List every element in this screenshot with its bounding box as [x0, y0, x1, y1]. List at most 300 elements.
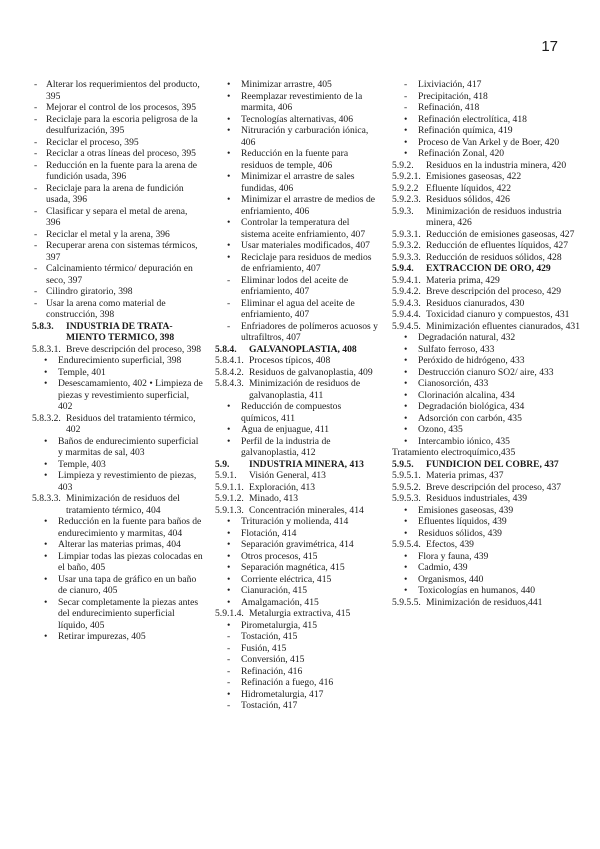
toc-entry-text: Tostación, 415: [241, 631, 298, 642]
toc-entry: [215, 689, 380, 701]
toc-entry-text: Temple, 403: [58, 458, 106, 470]
toc-entry-text: Minimización de residuos,441: [426, 596, 543, 608]
toc-entry-text: Residuos del tratamiento térmico, 402: [66, 412, 196, 435]
dash-marker: -: [34, 113, 38, 125]
bullet-marker: •: [44, 631, 48, 642]
toc-entry: [392, 229, 580, 241]
toc-entry-text: Trituración y molienda, 414: [241, 516, 349, 527]
section-number: 5.9.5.1.: [392, 470, 421, 481]
toc-entry-text: Toxicologías en humanos, 440: [418, 585, 536, 596]
toc-entry-text: Toxicidad cianuro y compuestos, 431: [426, 309, 570, 320]
bullet-marker: •: [404, 573, 408, 585]
toc-entry-text: Recuperar arena con sistemas térmicos, 397: [46, 240, 198, 263]
toc-entry-text: Separación gravimétrica, 414: [241, 539, 354, 550]
toc-entry: [32, 160, 204, 183]
toc-entry: [215, 654, 380, 666]
toc-entry-text: Desescamamiento, 402 • Limpieza de piezas y revestimiento superficial, 402: [58, 378, 203, 412]
toc-entry-text: Temple, 401: [58, 366, 106, 378]
toc-entry-text: Agua de enjuague, 411: [241, 424, 330, 435]
bullet-marker: •: [404, 527, 408, 539]
toc-entry: [215, 367, 380, 379]
toc-entry-text: Sulfato ferroso, 433: [418, 343, 495, 355]
section-number: 5.9.3.3.: [392, 251, 421, 263]
toc-entry: [32, 631, 204, 643]
toc-entry: [392, 298, 580, 310]
bullet-marker: •: [404, 389, 408, 401]
bullet-marker: •: [227, 424, 231, 435]
bullet-marker: •: [404, 516, 408, 527]
toc-entry-text: Refinación química, 419: [418, 125, 513, 136]
toc-entry: [215, 551, 380, 563]
toc-entry: [215, 585, 380, 597]
toc-entry: [215, 424, 380, 436]
toc-entry-text: Calcinamiento térmico/ depuración en seco, 397: [46, 263, 193, 286]
toc-entry: [392, 79, 580, 91]
bullet-marker: •: [227, 113, 231, 125]
toc-entry: [215, 148, 380, 171]
section-number: 5.9.1.3.: [215, 504, 244, 516]
toc-entry: [392, 114, 580, 126]
toc-entry: [392, 194, 580, 206]
bullet-marker: •: [227, 194, 231, 205]
toc-entry: [32, 344, 204, 356]
toc-entry: [32, 493, 204, 516]
toc-entry: [392, 252, 580, 264]
toc-entry-text: Breve descripción del proceso, 429: [426, 286, 562, 297]
bullet-marker: •: [227, 251, 231, 263]
toc-entry-text: Refinación, 418: [418, 102, 480, 113]
toc-entry: [392, 321, 580, 333]
bullet-marker: •: [404, 504, 408, 516]
toc-entry-text: Reducción en la fuente para la arena de fundición usada, 396: [46, 159, 198, 182]
toc-entry: [215, 620, 380, 632]
bullet-marker: •: [44, 573, 48, 585]
toc-entry-text: Residuos en la industria minera, 420: [426, 159, 567, 171]
toc-entry-text: Minimizar el arrastre de medios de enfriamiento, 406: [241, 194, 375, 217]
dash-marker: -: [227, 677, 231, 688]
bullet-marker: •: [404, 550, 408, 562]
section-number: 5.9.3.1.: [392, 228, 421, 240]
dash-marker: -: [34, 79, 38, 90]
toc-entry-text: Cilindro giratorio, 398: [46, 286, 133, 297]
toc-entry: [392, 125, 580, 137]
toc-entry-text: Secar completamente la piezas antes del endurecimiento superficial líquido, 405: [58, 596, 199, 631]
dash-marker: -: [34, 136, 38, 148]
toc-entry: [392, 378, 580, 390]
toc-entry-text: Proceso de Van Arkel y de Boer, 420: [418, 136, 560, 148]
toc-entry-text: Concentración minerales, 414: [249, 504, 364, 516]
toc-entry: [392, 309, 580, 321]
toc-entry-text: Breve descripción del proceso, 398: [66, 343, 202, 355]
toc-entry-text: Reducción de emisiones gaseosas, 427: [426, 228, 575, 240]
bullet-marker: •: [227, 148, 231, 159]
toc-entry-text: Eliminar lodos del aceite de enfriamiento, 407: [241, 274, 349, 297]
toc-entry: [392, 183, 580, 195]
toc-entry-text: Otros procesos, 415: [241, 550, 318, 562]
section-number: 5.9.3.2.: [392, 240, 421, 251]
toc-entry: [215, 528, 380, 540]
toc-entry-text: Minimización de residuos del tratamiento térmico, 404: [66, 493, 180, 516]
section-number: 5.9.4.4.: [392, 309, 421, 320]
section-number: 5.9.: [215, 458, 230, 470]
toc-entry: [32, 79, 204, 102]
section-number: 5.9.1.: [215, 470, 237, 481]
toc-entry-text: Residuos cianurados, 430: [426, 297, 525, 309]
toc-entry-text: Reciclar el proceso, 395: [46, 136, 139, 148]
toc-entry-text: EXTRACCION DE ORO, 429: [426, 263, 551, 274]
toc-entry-text: Efluente líquidos, 422: [426, 182, 511, 194]
toc-entry: [392, 528, 580, 540]
section-number: 5.9.3.: [392, 205, 414, 217]
toc-entry-text: Adsorción con carbón, 435: [418, 412, 522, 424]
bullet-marker: •: [227, 171, 231, 182]
toc-entry: [392, 470, 580, 482]
bullet-marker: •: [404, 125, 408, 136]
toc-entry: [392, 390, 580, 402]
toc-entry: [392, 91, 580, 103]
toc-entry: [32, 459, 204, 471]
toc-entry-text: Peróxido de hidrógeno, 433: [418, 355, 525, 366]
dash-marker: -: [227, 654, 231, 665]
toc-entry: [392, 505, 580, 517]
toc-entry: [392, 413, 580, 425]
toc-entry: [32, 229, 204, 241]
dash-marker: -: [34, 286, 38, 297]
toc-entry-text: Efluentes líquidos, 439: [418, 516, 507, 527]
toc-entry: [392, 206, 580, 229]
toc-column-2: [215, 79, 380, 712]
dash-marker: -: [34, 102, 38, 113]
bullet-marker: •: [44, 435, 48, 447]
toc-entry-text: Separación magnética, 415: [241, 562, 345, 573]
toc-entry-text: INDUSTRIA MINERA, 413: [249, 458, 364, 470]
toc-entry-text: Flotación, 414: [241, 527, 297, 539]
toc-entry-text: Visión General, 413: [249, 470, 326, 481]
toc-entry: [215, 677, 380, 689]
section-number: 5.9.4.: [392, 263, 414, 274]
toc-entry: [32, 298, 204, 321]
bullet-marker: •: [44, 470, 48, 481]
dash-marker: -: [404, 79, 408, 90]
dash-marker: -: [227, 700, 231, 711]
bullet-marker: •: [227, 401, 231, 412]
toc-entry-text: Materia prima, 429: [426, 274, 500, 286]
toc-entry: [215, 459, 380, 471]
bullet-marker: •: [404, 113, 408, 125]
section-number: 5.9.5.3.: [392, 493, 421, 504]
toc-entry: [32, 206, 204, 229]
toc-entry: [215, 574, 380, 586]
section-number: 5.8.4.2.: [215, 366, 244, 378]
section-number: 5.9.4.2.: [392, 286, 421, 297]
toc-entry: [32, 286, 204, 298]
toc-entry-text: Refinación, 416: [241, 665, 303, 677]
toc-entry-text: Retirar impurezas, 405: [58, 631, 146, 642]
toc-entry-text: Minimizar el arrastre de sales fundidas, 406: [241, 171, 355, 194]
toc-entry-text: Reciclar el metal y la arena, 396: [46, 228, 170, 240]
toc-entry-text: Minimización de residuos de galvanoplastia, 411: [249, 378, 361, 401]
toc-entry: [215, 608, 380, 620]
bullet-marker: •: [404, 585, 408, 596]
toc-entry: [215, 194, 380, 217]
dash-marker: -: [404, 90, 408, 102]
toc-entry-text: Ozono, 435: [418, 424, 463, 435]
toc-entry: [32, 148, 204, 160]
toc-entry: [215, 516, 380, 528]
toc-entry-text: Alterar los requerimientos del producto, 395: [46, 79, 200, 102]
bullet-marker: •: [227, 539, 231, 550]
bullet-marker: •: [227, 527, 231, 539]
toc-entry-text: Cianuración, 415: [241, 585, 308, 596]
section-number: 5.9.5.: [392, 458, 414, 470]
toc-entry-text: Reducción de residuos sólidos, 428: [426, 251, 562, 263]
toc-entry: [32, 355, 204, 367]
toc-entry: [392, 436, 580, 448]
toc-entry: [215, 643, 380, 655]
toc-entry-text: Conversión, 415: [241, 654, 305, 665]
toc-entry-text: Limpiar todas las piezas colocadas en el baño, 405: [58, 550, 203, 573]
toc-entry-text: Breve descripción del proceso, 437: [426, 481, 562, 493]
bullet-marker: •: [44, 458, 48, 470]
toc-entry: [392, 332, 580, 344]
toc-entry: [215, 436, 380, 459]
toc-entry-text: Degradación biológica, 434: [418, 401, 525, 412]
bullet-marker: •: [227, 240, 231, 251]
toc-entry: [392, 102, 580, 114]
toc-column-1: [32, 79, 204, 643]
toc-entry-text: Intercambio iónico, 435: [418, 435, 510, 447]
toc-entry: [392, 551, 580, 563]
toc-entry-text: Materia primas, 437: [426, 470, 504, 481]
toc-entry-text: Procesos típicos, 408: [249, 355, 331, 366]
dash-marker: -: [404, 102, 408, 113]
toc-entry-text: Pirometalurgia, 415: [241, 619, 318, 631]
dash-marker: -: [227, 320, 231, 332]
toc-entry: [32, 263, 204, 286]
bullet-marker: •: [44, 366, 48, 378]
toc-entry-text: Clasificar y separa el metal de arena, 396: [46, 205, 188, 228]
section-number: 5.9.1.1.: [215, 481, 244, 493]
toc-entry-text: Refinación Zonal, 420: [418, 148, 505, 159]
bullet-marker: •: [227, 125, 231, 136]
toc-entry-text: Eliminar el agua del aceite de enfriamiento, 407: [241, 297, 355, 320]
toc-entry-text: Destrucción cianuro SO2/ aire, 433: [418, 366, 554, 378]
toc-entry: [32, 137, 204, 149]
toc-entry-text: Tecnologías alternativas, 406: [241, 113, 354, 125]
toc-entry-text: Perfil de la industria de galvanoplastia, 412: [241, 435, 331, 458]
section-number: 5.8.3.: [32, 320, 54, 332]
toc-entry: [392, 148, 580, 160]
dash-marker: -: [34, 159, 38, 171]
toc-entry: [32, 321, 204, 344]
toc-entry-text: Usar materiales modificados, 407: [241, 240, 370, 251]
toc-entry: [392, 160, 580, 172]
toc-entry-text: INDUSTRIA DE TRATAMIENTO TERMICO, 398: [66, 320, 175, 343]
toc-entry-text: Emisiones gaseosas, 422: [426, 171, 522, 182]
toc-entry: [32, 470, 204, 493]
toc-entry-text: Usar una tapa de gráfico en un baño de cianuro, 405: [58, 573, 197, 596]
toc-entry: [32, 597, 204, 632]
toc-entry: [32, 102, 204, 114]
bullet-marker: •: [404, 412, 408, 424]
toc-entry: [215, 240, 380, 252]
toc-entry: [215, 470, 380, 482]
bullet-marker: •: [404, 136, 408, 148]
toc-entry-text: Minado, 413: [249, 493, 299, 504]
toc-entry: [215, 298, 380, 321]
section-number: 5.9.2.1.: [392, 171, 421, 182]
toc-entry: [215, 631, 380, 643]
toc-entry: [392, 562, 580, 574]
toc-entry: [32, 114, 204, 137]
section-number: 5.9.4.5.: [392, 320, 421, 332]
toc-entry-text: Emisiones gaseosas, 439: [418, 504, 514, 516]
toc-column-3: [392, 79, 580, 608]
bullet-marker: •: [44, 516, 48, 527]
toc-entry: [32, 516, 204, 539]
toc-entry: [392, 171, 580, 183]
bullet-marker: •: [404, 343, 408, 355]
toc-entry-text: Limpieza y revestimiento de piezas, 403: [58, 470, 197, 493]
toc-entry-text: Precipitación, 418: [418, 90, 488, 102]
toc-entry: [32, 574, 204, 597]
dash-marker: -: [227, 297, 231, 309]
toc-entry-text: FUNDICION DEL COBRE, 437: [426, 458, 559, 470]
toc-entry-text: Lixiviación, 417: [418, 79, 482, 90]
toc-entry: [392, 585, 580, 597]
toc-entry-text: Cianosorción, 433: [418, 378, 489, 389]
toc-entry-text: Baños de endurecimiento superficial y marmitas de sal, 403: [58, 435, 199, 458]
bullet-marker: •: [44, 539, 48, 550]
toc-entry: [392, 574, 580, 586]
toc-entry-text: Controlar la temperatura del sistema aceite enfriamiento, 407: [241, 217, 366, 240]
toc-entry: [392, 597, 580, 609]
toc-entry: [32, 436, 204, 459]
bullet-marker: •: [404, 562, 408, 573]
toc-entry-text: Residuos industriales, 439: [426, 493, 527, 504]
toc-entry: [215, 482, 380, 494]
toc-entry: [215, 493, 380, 505]
toc-entry-text: Corriente eléctrica, 415: [241, 573, 332, 585]
dash-marker: -: [227, 631, 231, 642]
toc-entry: [215, 505, 380, 517]
toc-entry: [392, 493, 580, 505]
toc-entry-text: Flora y fauna, 439: [418, 550, 489, 562]
toc-entry: [392, 459, 580, 471]
dash-marker: -: [34, 240, 38, 251]
toc-entry-text: Minimización efluentes cianurados, 431: [426, 320, 580, 332]
toc-entry: [215, 79, 380, 91]
toc-entry: [392, 482, 580, 494]
toc-entry: [215, 378, 380, 401]
toc-entry: [32, 367, 204, 379]
toc-entry: [215, 171, 380, 194]
toc-entry: [32, 240, 204, 263]
bullet-marker: •: [227, 562, 231, 573]
bullet-marker: •: [227, 596, 231, 608]
section-number: 5.9.4.1.: [392, 274, 421, 286]
bullet-marker: •: [227, 79, 231, 90]
dash-marker: -: [227, 642, 231, 654]
bullet-marker: •: [404, 401, 408, 412]
toc-entry: [392, 401, 580, 413]
toc-entry: [32, 378, 204, 413]
toc-entry-text: Degradación natural, 432: [418, 332, 516, 343]
toc-entry-text: Reciclaje para residuos de medios de enfriamiento, 407: [241, 251, 372, 274]
bullet-marker: •: [227, 217, 231, 228]
dash-marker: -: [227, 665, 231, 677]
toc-entry-text: Hidrometalurgia, 417: [241, 688, 324, 700]
toc-entry: [392, 367, 580, 379]
toc-entry-text: Reciclaje para la arena de fundición usada, 396: [46, 182, 184, 205]
toc-entry: [32, 413, 204, 436]
toc-entry-text: Minimización de residuos industria minera, 426: [426, 205, 562, 228]
dash-marker: -: [227, 274, 231, 286]
toc-entry: [215, 597, 380, 609]
toc-entry-text: Residuos de galvanoplastia, 409: [249, 366, 373, 378]
toc-entry-text: Endurecimiento superficial, 398: [58, 355, 182, 366]
toc-entry: [215, 666, 380, 678]
dash-marker: -: [34, 148, 38, 159]
bullet-marker: •: [404, 332, 408, 343]
toc-entry: [215, 562, 380, 574]
dash-marker: -: [34, 228, 38, 240]
bullet-marker: •: [404, 366, 408, 378]
section-number: 5.9.4.3.: [392, 297, 421, 309]
toc-entry-text: Reciclar a otras líneas del proceso, 395: [46, 148, 196, 159]
section-number: 5.9.2.: [392, 159, 414, 171]
toc-entry-text: Clorinación alcalina, 434: [418, 389, 515, 401]
toc-entry-text: Reciclaje para la escoria peligrosa de la desulfurización, 395: [46, 113, 198, 136]
toc-entry: [392, 424, 580, 436]
bullet-marker: •: [227, 90, 231, 102]
toc-entry: [215, 114, 380, 126]
toc-entry: [215, 252, 380, 275]
toc-entry-text: Tostación, 417: [241, 700, 298, 711]
toc-entry: [392, 355, 580, 367]
toc-entry-text: Refinación electrolítica, 418: [418, 113, 527, 125]
toc-entry: [392, 447, 580, 459]
bullet-marker: •: [44, 378, 48, 389]
section-number: 5.9.2.3.: [392, 194, 421, 205]
toc-entry-text: Residuos sólidos, 439: [418, 527, 502, 539]
toc-entry: [32, 183, 204, 206]
dash-marker: -: [34, 182, 38, 194]
toc-entry-text: Reducción de efluentes líquidos, 427: [426, 240, 569, 251]
bullet-marker: •: [404, 148, 408, 159]
toc-entry: [215, 401, 380, 424]
toc-entry: [215, 275, 380, 298]
toc-entry-text: Tratamiento electroquímico,435: [392, 447, 516, 458]
toc-entry-text: Reducción de compuestos químicos, 411: [241, 401, 342, 424]
toc-entry-text: Reducción en la fuente para baños de endurecimiento y marmitas, 404: [58, 516, 202, 539]
bullet-marker: •: [404, 378, 408, 389]
section-number: 5.8.4.: [215, 343, 237, 355]
bullet-marker: •: [227, 573, 231, 585]
toc-entry: [392, 137, 580, 149]
toc-entry-text: Mejorar el control de los procesos, 395: [46, 102, 196, 113]
bullet-marker: •: [44, 550, 48, 562]
toc-entry: [392, 516, 580, 528]
toc-entry-text: Residuos sólidos, 426: [426, 194, 510, 205]
toc-entry: [215, 700, 380, 712]
bullet-marker: •: [44, 596, 48, 608]
toc-entry: [215, 125, 380, 148]
bullet-marker: •: [404, 355, 408, 366]
toc-entry-text: Fusión, 415: [241, 642, 287, 654]
toc-entry: [215, 91, 380, 114]
toc-entry-text: Nitruración y carburación iónica, 406: [241, 125, 369, 148]
